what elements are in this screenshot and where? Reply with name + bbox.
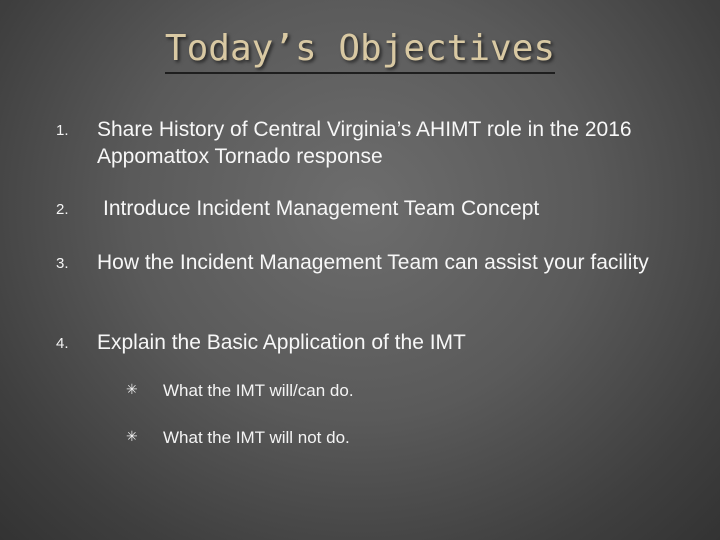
sub-bullet-text: What the IMT will not do. xyxy=(163,428,350,447)
asterisk-bullet-icon: ✳ xyxy=(126,428,138,444)
sub-bullet-text: What the IMT will/can do. xyxy=(163,381,354,400)
objective-number: 4. xyxy=(56,335,69,352)
objective-number: 1. xyxy=(56,122,69,139)
objective-number: 3. xyxy=(56,255,69,272)
objective-text: Share History of Central Virginia’s AHIMT role in the 2016 Appomattox Tornado response xyxy=(97,118,632,168)
objective-text: How the Incident Management Team can assist your facility xyxy=(97,251,649,274)
objective-text: Explain the Basic Application of the IMT xyxy=(97,331,466,354)
asterisk-bullet-icon: ✳ xyxy=(126,381,138,397)
objective-number: 2. xyxy=(56,201,69,218)
slide-title xyxy=(0,28,720,69)
objective-text: Introduce Incident Management Team Concept xyxy=(103,197,540,220)
slide-title-text: Today’s Objectives xyxy=(165,28,555,74)
